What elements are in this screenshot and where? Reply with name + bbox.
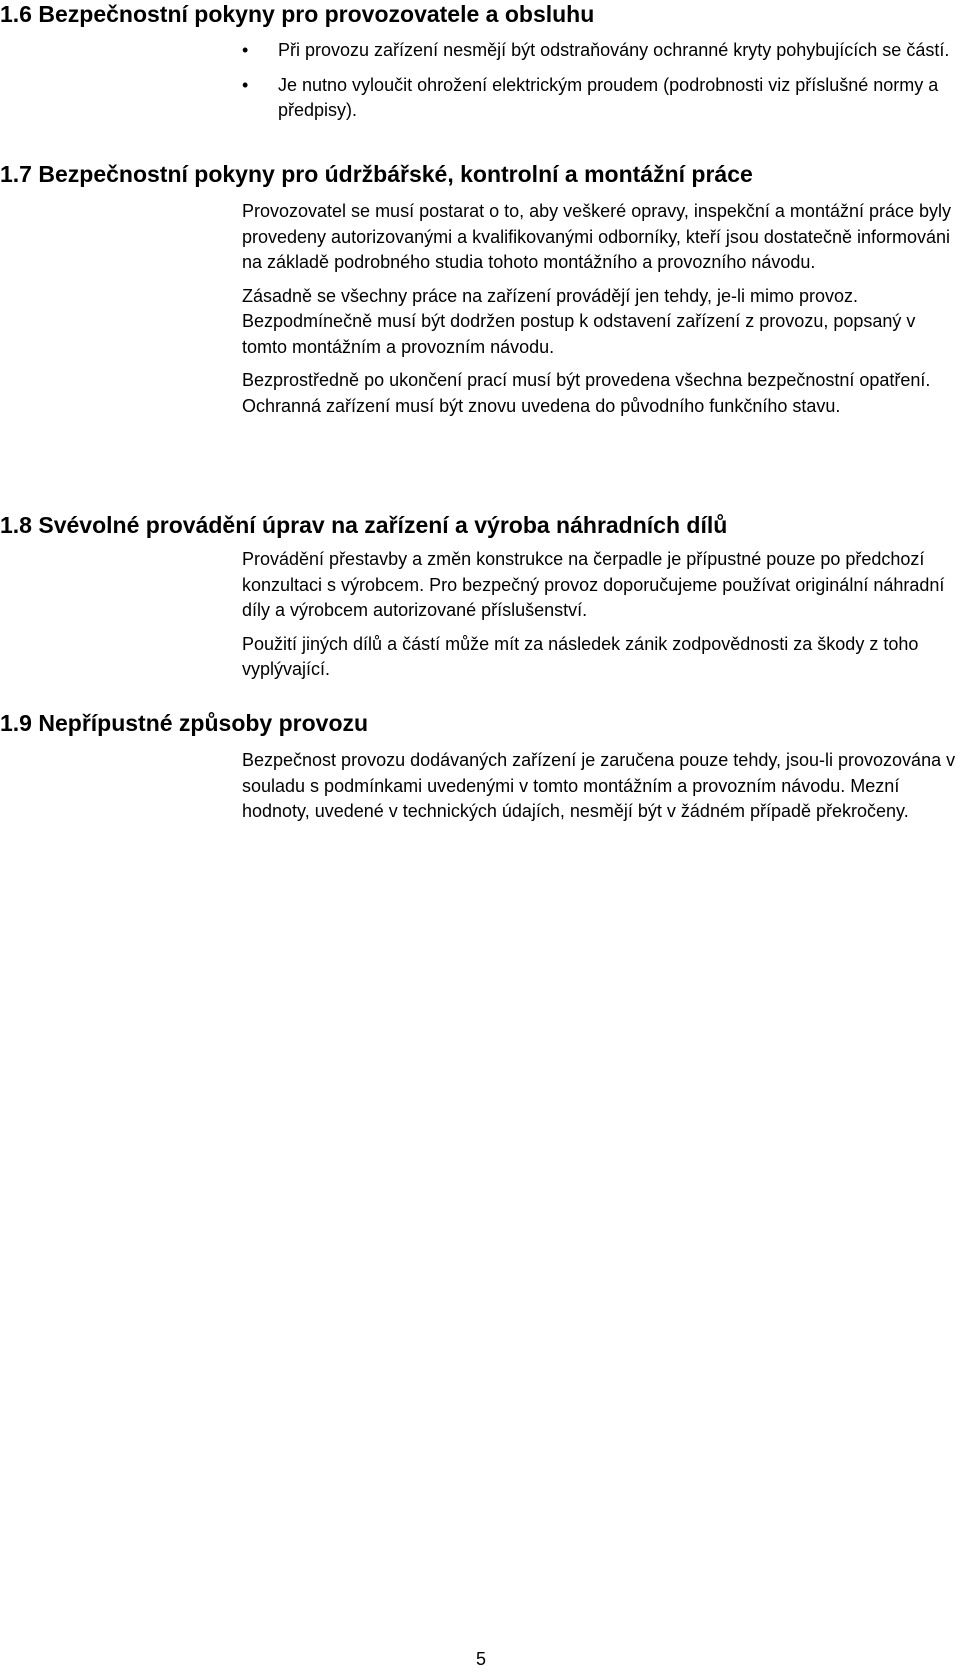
paragraph: Použití jiných dílů a částí může mít za následek zánik zodpovědnosti za škody z toho vyplývající.	[242, 633, 919, 679]
paragraph: Zásadně se všechny práce na zařízení provádějí jen tehdy, je-li mimo provoz. Bezpodmínečně musí být dodržen postup k odstavení zařízení z provozu, popsaný v tomto montážním a provozním návodu.	[242, 285, 916, 357]
section-1-9-body	[242, 748, 960, 833]
paragraph: Provádění přestavby a změn konstrukce na čerpadle je přípustné pouze po předchozí konzultaci s výrobcem. Pro bezpečný provoz doporučujeme používat originální náhradní díly a výrobcem autorizované příslušenství.	[242, 549, 945, 620]
bullet-icon: •	[242, 74, 249, 95]
section-1-8-body	[242, 547, 960, 691]
section-1-8-heading: 1.8 Svévolné provádění úprav na zařízení a výroba náhradních dílů	[0, 512, 728, 538]
bullet-icon: •	[242, 40, 249, 60]
paragraph: Provozovatel se musí postarat o to, aby veškeré opravy, inspekční a montážní práce byly provedeny autorizovanými a kvalifikovanými odborníky, kteří jsou dostatečně informováni na základě podrobného studia tohoto montážního a provozního návodu.	[242, 201, 952, 272]
list-item	[242, 38, 960, 64]
section-1-7-body	[242, 199, 960, 427]
bullet-text: Při provozu zařízení nesmějí být odstraňovány ochranné kryty pohybujících se částí.	[278, 40, 950, 60]
section-1-9-heading: 1.9 Nepřípustné způsoby provozu	[0, 710, 369, 736]
page-number: 5	[476, 1649, 487, 1669]
section-1-6-bullet-list	[242, 38, 960, 133]
list-item	[242, 73, 960, 124]
paragraph: Bezprostředně po ukončení prací musí být provedena všechna bezpečnostní opatření. Ochranná zařízení musí být znovu uvedena do původního funkčního stavu.	[242, 370, 931, 416]
paragraph: Bezpečnost provozu dodávaných zařízení je zaručena pouze tehdy, jsou-li provozována v souladu s podmínkami uvedenými v tomto montážním a provozním návodu. Mezní hodnoty, uvedené v technických údajích, nesmějí být v žádném případě překročeny.	[242, 750, 956, 821]
section-1-6-heading: 1.6 Bezpečnostní pokyny pro provozovatele a obsluhu	[0, 1, 595, 27]
bullet-text: Je nutno vyloučit ohrožení elektrickým proudem (podrobnosti viz příslušné normy a předpisy).	[278, 74, 939, 120]
section-1-7-heading: 1.7 Bezpečnostní pokyny pro údržbářské, kontrolní a montážní práce	[0, 161, 753, 187]
